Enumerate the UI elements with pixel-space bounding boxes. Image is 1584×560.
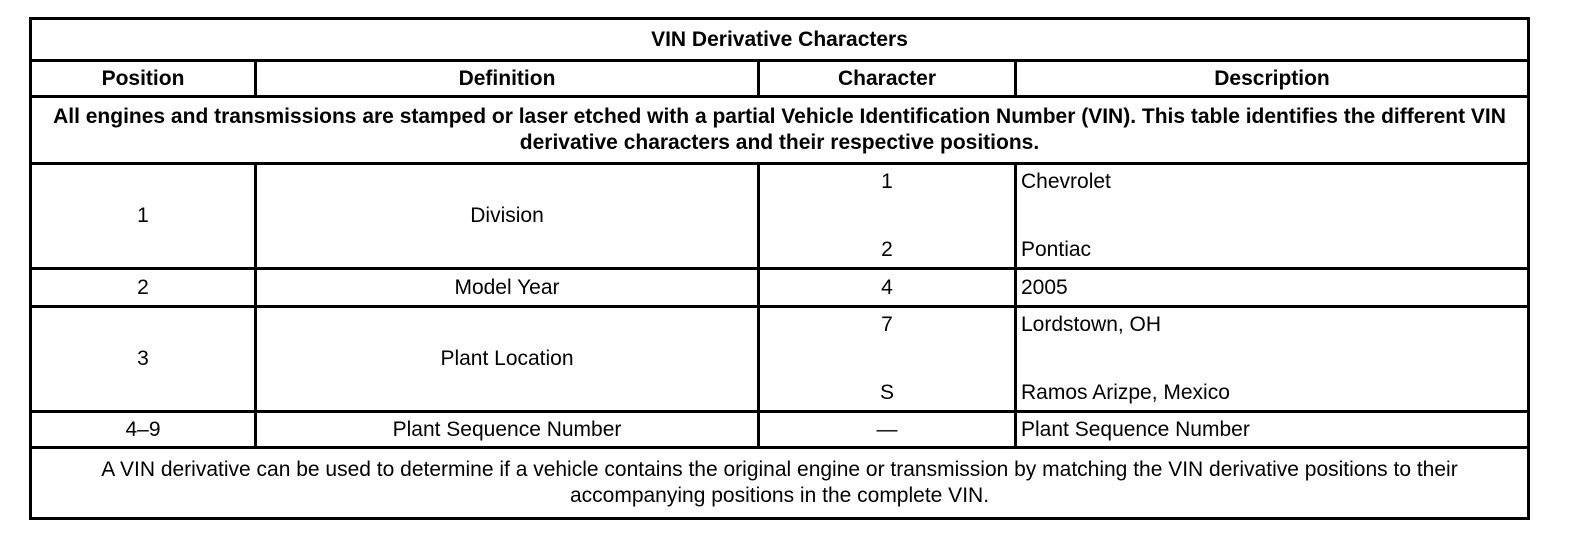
vin-derivative-table [29, 17, 1530, 520]
position-cell: 1 [31, 164, 256, 269]
description-cell: 2005 [1016, 269, 1529, 307]
position-cell: 2 [31, 269, 256, 307]
column-header-description: Description [1016, 61, 1529, 97]
character-cell [759, 307, 1016, 412]
description-value: Lordstown, OH [1021, 313, 1162, 336]
character-value: 2 [881, 238, 893, 261]
title-row [31, 19, 1529, 61]
definition-cell: Plant Location [256, 307, 759, 412]
intro-row [31, 97, 1529, 164]
character-cell [759, 164, 1016, 269]
header-row [31, 61, 1529, 97]
column-header-character: Character [759, 61, 1016, 97]
position-cell: 4–9 [31, 412, 256, 448]
intro-text: All engines and transmissions are stamped or laser etched with a partial Vehicle Identification Number (VIN). This table identifies the different VIN derivative characters and their respective positions. [31, 97, 1529, 164]
footer-note: A VIN derivative can be used to determine if a vehicle contains the original engine or transmission by matching the VIN derivative positions to their accompanying positions in the complete VIN. [31, 448, 1529, 519]
character-cell: 4 [759, 269, 1016, 307]
definition-cell: Model Year [256, 269, 759, 307]
character-cell: — [759, 412, 1016, 448]
definition-cell: Division [256, 164, 759, 269]
description-cell [1016, 164, 1529, 269]
table-row [31, 164, 1529, 269]
footer-row [31, 448, 1529, 519]
table-row [31, 412, 1529, 448]
table-row [31, 269, 1529, 307]
description-value: Chevrolet [1021, 170, 1111, 193]
description-cell [1016, 307, 1529, 412]
table-row [31, 307, 1529, 412]
column-header-position: Position [31, 61, 256, 97]
description-cell: Plant Sequence Number [1016, 412, 1529, 448]
column-header-definition: Definition [256, 61, 759, 97]
table-title: VIN Derivative Characters [31, 19, 1529, 61]
character-value: S [879, 381, 894, 404]
character-value: 7 [881, 313, 893, 336]
position-cell: 3 [31, 307, 256, 412]
character-value: 1 [881, 170, 893, 193]
description-value: Pontiac [1021, 238, 1092, 261]
description-value: Ramos Arizpe, Mexico [1021, 381, 1230, 404]
definition-cell: Plant Sequence Number [256, 412, 759, 448]
